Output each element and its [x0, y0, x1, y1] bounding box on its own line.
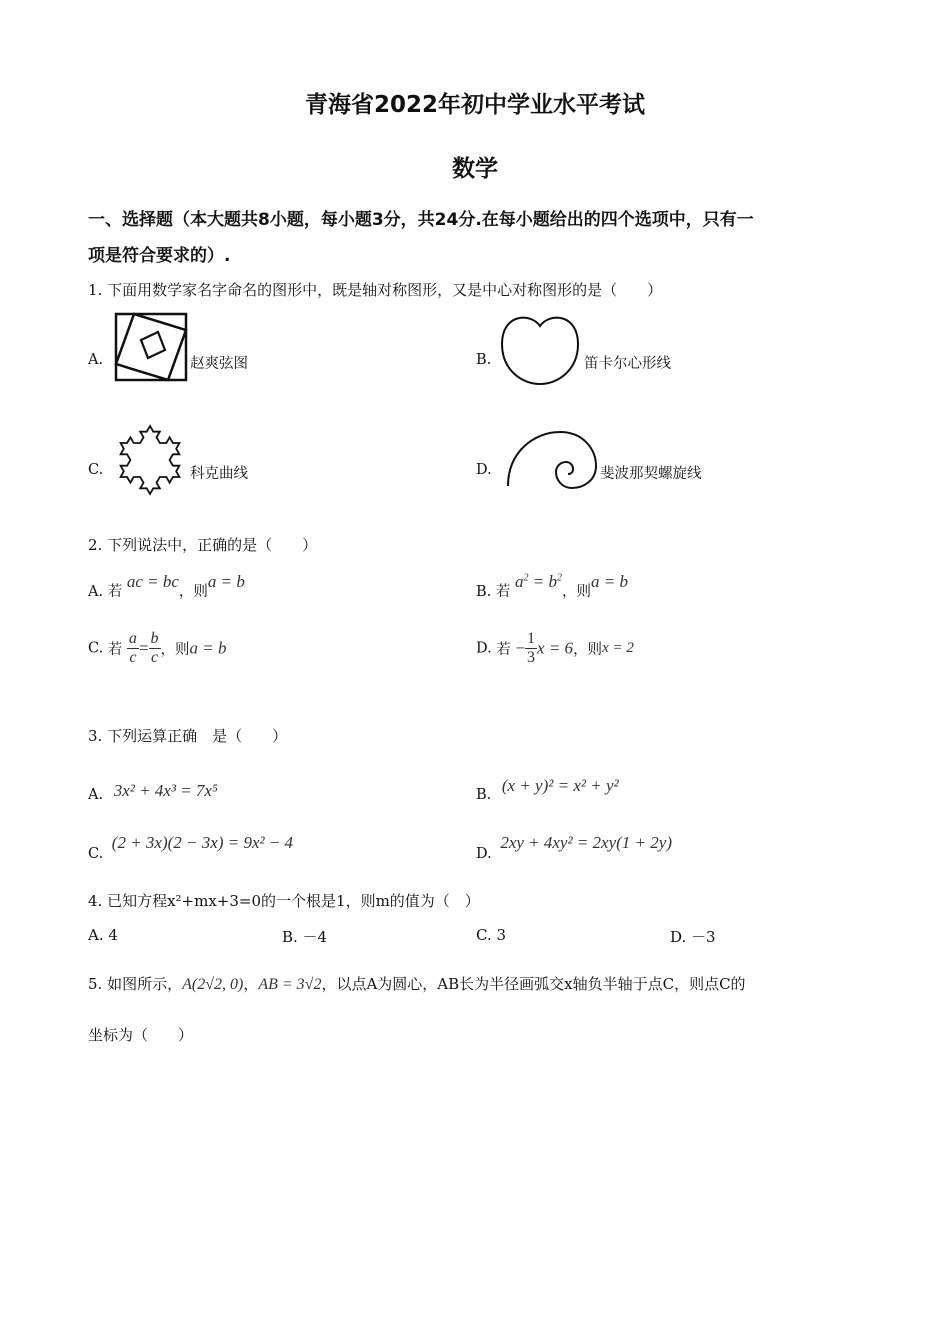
q2-stem: 2. 下列说法中，正确的是（ ） [88, 536, 318, 554]
q5-prefix: 5. 如图所示， [88, 975, 183, 993]
q1-option-a-caption: 赵爽弦图 [190, 356, 248, 372]
q1-option-a-letter: A. [88, 352, 104, 368]
section-heading-line1: 一、选择题（本大题共8小题，每小题3分，共24分.在每小题给出的四个选项中，只有一 [88, 210, 754, 230]
q2-b-cond: $a^2 = b^2$ [514, 572, 562, 591]
q1-option-c-caption: 科克曲线 [190, 466, 248, 482]
q2-c-fraction-left: $\frac{a}{c}$ [128, 630, 137, 666]
q5-sep: ， [243, 975, 259, 993]
q4-option-d: D. －3 [670, 928, 716, 946]
q2-a-res: a = b [207, 572, 245, 591]
q2-c-res: a = b [189, 638, 227, 658]
q5-stem-rest: ，以点A为圆心，AB长为半径画弧交x轴负半轴于点C，则点C的 [321, 975, 746, 993]
q3-a-letter: A. [88, 787, 104, 803]
q4-option-c: C. 3 [476, 926, 507, 944]
q2-d-rest: x = 6 [537, 638, 574, 658]
q5-point-a: A(2√2, 0) [182, 976, 244, 993]
q2-a-ze: ，则 [178, 584, 208, 600]
section-heading-line2: 项是符合要求的）. [88, 246, 231, 266]
q2-option-d [476, 630, 634, 667]
q4-option-a: A. 4 [88, 926, 118, 944]
q2-option-a [88, 572, 245, 601]
fibonacci-spiral-icon [504, 430, 596, 490]
subject-title: 数学 [452, 156, 498, 182]
q2-d-ruo: 若 [496, 642, 511, 658]
q4-stem: 4. 已知方程x²+mx+3=0的一个根是1，则m的值为（ ） [88, 892, 480, 910]
q2-a-letter: A. [88, 584, 104, 600]
zhaoshuang-diagram-icon [114, 312, 188, 382]
q2-b-letter: B. [476, 584, 492, 600]
q3-option-a [88, 781, 218, 804]
q2-d-fraction: $\frac{1}{3}$ [527, 630, 536, 666]
q2-d-ze: ，则 [573, 642, 603, 658]
q1-option-d-caption: 斐波那契螺旋线 [600, 466, 702, 482]
q3-option-c [88, 833, 294, 863]
exam-title: 青海省2022年初中学业水平考试 [304, 92, 645, 118]
q1-option-c-letter: C. [88, 462, 104, 478]
q2-d-letter: D. [476, 640, 492, 657]
q5-stem [88, 973, 746, 994]
q2-c-fraction-right: $\frac{b}{c}$ [150, 630, 159, 666]
q3-option-d [476, 833, 672, 863]
cardioid-icon [500, 314, 580, 386]
q3-d-letter: D. [476, 846, 492, 862]
q3-option-b [476, 776, 619, 804]
q2-d-res: x = 2 [602, 640, 634, 656]
koch-snowflake-outline [121, 426, 180, 494]
q2-d-minus: − [515, 638, 526, 658]
q2-c-eq: = [138, 638, 149, 658]
q2-b-ze: ，则 [561, 584, 591, 600]
q3-d-expr: 2xy + 4xy² = 2xy(1 + 2y) [500, 833, 672, 852]
q3-b-letter: B. [476, 787, 492, 803]
q1-option-b-letter: B. [476, 352, 492, 368]
q2-a-cond: ac = bc [126, 572, 179, 591]
q5-line2: 坐标为（ ） [88, 1026, 194, 1044]
q3-stem: 3. 下列运算正确 是（ ） [88, 727, 288, 745]
q2-b-ruo: 若 [495, 584, 511, 600]
q2-c-ze: ，则 [160, 642, 190, 658]
q3-b-expr: (x + y)² = x² + y² [501, 776, 619, 795]
koch-snowflake-icon [110, 420, 190, 500]
q5-ab-length: AB = 3√2 [258, 976, 322, 993]
q1-option-d-letter: D. [476, 462, 492, 478]
q4-option-b: B. －4 [282, 928, 328, 946]
q2-option-b [476, 572, 628, 601]
q3-c-letter: C. [88, 846, 104, 862]
q2-b-res: a = b [590, 572, 628, 591]
q2-c-ruo: 若 [107, 642, 123, 658]
q3-c-expr: (2 + 3x)(2 − 3x) = 9x² − 4 [111, 833, 294, 852]
q2-option-c [88, 630, 226, 667]
q1-stem: 1. 下面用数学家名字命名的图形中，既是轴对称图形，又是中心对称图形的是（ ） [88, 281, 663, 299]
q2-c-letter: C. [88, 640, 104, 657]
q2-a-ruo: 若 [107, 584, 123, 600]
q1-option-b-caption: 笛卡尔心形线 [584, 356, 671, 372]
q3-a-expr: 3x² + 4x³ = 7x⁵ [113, 781, 218, 800]
